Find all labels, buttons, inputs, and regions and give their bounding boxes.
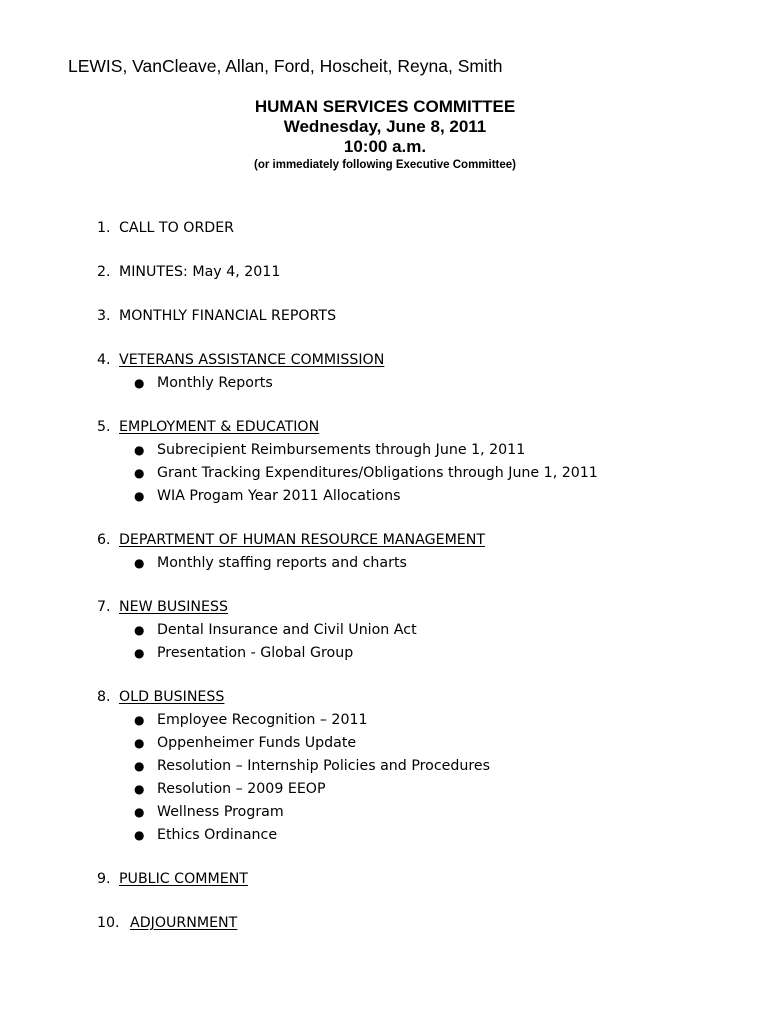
bullet-icon: ●	[134, 646, 145, 660]
agenda-subitem-text: WIA Progam Year 2011 Allocations	[157, 488, 401, 504]
agenda-item-number: 8.	[97, 689, 111, 705]
agenda-item	[97, 217, 737, 240]
agenda-subitem-text: Dental Insurance and Civil Union Act	[157, 622, 417, 638]
bullet-icon: ●	[134, 736, 145, 750]
agenda-item-title: CALL TO ORDER	[119, 220, 235, 236]
agenda-subitem	[97, 778, 737, 801]
committee-title: HUMAN SERVICES COMMITTEE	[254, 97, 516, 116]
agenda-item-title: DEPARTMENT OF HUMAN RESOURCE MANAGEMENT	[119, 532, 486, 548]
agenda-item-title: PUBLIC COMMENT	[119, 871, 248, 887]
agenda-subitem	[97, 439, 737, 462]
agenda-subitem-list	[97, 439, 737, 508]
agenda-item	[97, 349, 737, 395]
agenda-subitem-list	[97, 709, 737, 847]
agenda-subitem	[97, 755, 737, 778]
agenda-item-number: 7.	[97, 599, 111, 615]
agenda-subitem-text: Wellness Program	[157, 804, 284, 820]
agenda-item-heading	[97, 912, 737, 935]
agenda-subitem	[97, 462, 737, 485]
agenda-subitem-list	[97, 619, 737, 665]
agenda-item-heading	[97, 868, 737, 891]
agenda-item	[97, 305, 737, 328]
agenda-item-heading	[97, 529, 737, 552]
agenda-item-heading	[97, 416, 737, 439]
agenda-item-number: 1.	[97, 220, 111, 236]
agenda-item-heading	[97, 349, 737, 372]
agenda-subitem	[97, 709, 737, 732]
agenda-subitem	[97, 552, 737, 575]
bullet-icon: ●	[134, 828, 145, 842]
meeting-note: (or immediately following Executive Committee)	[254, 159, 516, 171]
agenda-item-title: VETERANS ASSISTANCE COMMISSION	[119, 352, 385, 368]
agenda-subitem-text: Grant Tracking Expenditures/Obligations through June 1, 2011	[157, 465, 598, 481]
agenda-item-title: OLD BUSINESS	[119, 689, 225, 705]
agenda-subitem	[97, 372, 737, 395]
agenda-item-number: 5.	[97, 419, 111, 435]
agenda-subitem	[97, 642, 737, 665]
agenda-subitem-text: Ethics Ordinance	[157, 827, 278, 843]
agenda-subitem-text: Oppenheimer Funds Update	[157, 735, 357, 751]
agenda-item-number: 2.	[97, 264, 111, 280]
agenda-subitem	[97, 824, 737, 847]
agenda-item-number: 10.	[97, 915, 120, 931]
agenda-item-heading	[97, 305, 737, 328]
bullet-icon: ●	[134, 376, 145, 390]
agenda-item	[97, 686, 737, 847]
bullet-icon: ●	[134, 443, 145, 457]
agenda-item-number: 3.	[97, 308, 111, 324]
bullet-icon: ●	[134, 713, 145, 727]
agenda-subitem-text: Monthly staffing reports and charts	[157, 555, 407, 571]
agenda-item	[97, 868, 737, 891]
bullet-icon: ●	[134, 556, 145, 570]
agenda-subitem-text: Resolution – Internship Policies and Procedures	[157, 758, 490, 774]
agenda-item-heading	[97, 217, 737, 240]
agenda-subitem	[97, 801, 737, 824]
bullet-icon: ●	[134, 805, 145, 819]
agenda-subitem	[97, 619, 737, 642]
agenda-subitem-text: Subrecipient Reimbursements through June 1, 2011	[157, 442, 526, 458]
agenda-item-title: MONTHLY FINANCIAL REPORTS	[119, 308, 337, 324]
agenda-item	[97, 529, 737, 575]
agenda-item-title: MINUTES: May 4, 2011	[119, 264, 281, 280]
agenda-subitem-list	[97, 552, 737, 575]
agenda-subitem-text: Resolution – 2009 EEOP	[157, 781, 326, 797]
agenda-list	[97, 217, 737, 956]
agenda-item-heading	[97, 261, 737, 284]
agenda-item-number: 9.	[97, 871, 111, 887]
agenda-item-title: NEW BUSINESS	[119, 599, 229, 615]
agenda-subitem-text: Presentation - Global Group	[157, 645, 354, 661]
bullet-icon: ●	[134, 759, 145, 773]
agenda-item-title: EMPLOYMENT & EDUCATION	[119, 419, 320, 435]
bullet-icon: ●	[134, 466, 145, 480]
agenda-item	[97, 416, 737, 508]
agenda-subitem-list	[97, 372, 737, 395]
agenda-subitem-text: Employee Recognition – 2011	[157, 712, 368, 728]
bullet-icon: ●	[134, 623, 145, 637]
agenda-item	[97, 261, 737, 284]
bullet-icon: ●	[134, 489, 145, 503]
agenda-item-heading	[97, 596, 737, 619]
agenda-item	[97, 596, 737, 665]
agenda-subitem	[97, 485, 737, 508]
agenda-item-title: ADJOURNMENT	[130, 915, 238, 931]
bullet-icon: ●	[134, 782, 145, 796]
agenda-subitem	[97, 732, 737, 755]
agenda-item-number: 4.	[97, 352, 111, 368]
meeting-header	[0, 97, 770, 173]
agenda-item-number: 6.	[97, 532, 111, 548]
committee-members: LEWIS, VanCleave, Allan, Ford, Hoscheit, Reyna, Smith	[68, 56, 503, 76]
agenda-item	[97, 912, 737, 935]
meeting-time: 10:00 a.m.	[343, 137, 427, 156]
agenda-item-heading	[97, 686, 737, 709]
agenda-subitem-text: Monthly Reports	[157, 375, 273, 391]
meeting-date: Wednesday, June 8, 2011	[283, 117, 487, 136]
